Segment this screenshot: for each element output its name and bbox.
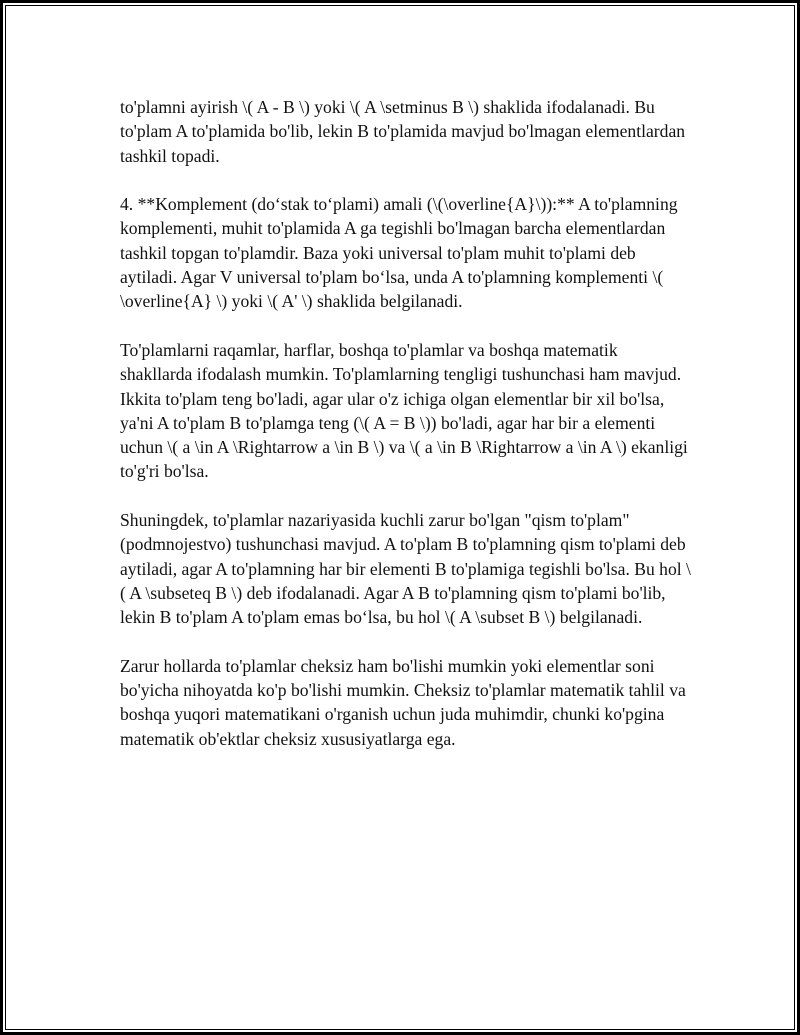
paragraph-set-equality: To'plamlarni raqamlar, harflar, boshqa to'plamlar va boshqa matematik shakllarda ifodalash mumkin. To'plamlarning tengligi tushunchasi ham mavjud. Ikkita to'plam teng bo'ladi, agar ular o'z ichiga olgan elementlar bir xil bo'lsa, ya'ni A to'plam B to'plamga teng (\( A = B \)) bo'ladi, agar har bir a elementi uchun \( a \in A \Rightarrow a \in B \) va \( a \in B \Rightarrow a \in A \) ekanligi to'g'ri bo'lsa. <box>120 339 693 482</box>
document-body <box>120 95 694 775</box>
paragraph-subset: Shuningdek, to'plamlar nazariyasida kuchli zarur bo'lgan "qism to'plam" (podmnojestvo) tushunchasi mavjud. A to'plam B to'plamning qism to'plami deb aytiladi, agar A to'plamning har bir elementi B to'plamiga tegishli bo'lsa. Bu hol \( A \subseteq B \) deb ifodalanadi. Agar A B to'plamning qism to'plami bo'lib, lekin B to'plam A to'plam emas bo‘lsa, bu hol \( A \subset B \) belgilanadi. <box>120 510 691 628</box>
paragraph-infinite-sets: Zarur hollarda to'plamlar cheksiz ham bo'lishi mumkin yoki elementlar soni bo'yicha nihoyatda ko'p bo'lishi mumkin. Cheksiz to'plamlar matematik tahlil va boshqa yuqori matematikani o'rganish uchun juda muhimdir, chunki ko'pgina matematik ob'ektlar cheksiz xususiyatlarga ega. <box>120 655 691 749</box>
paragraph-complement: 4. **Komplement (do‘stak to‘plami) amali (\(\overline{A}\)):** A to'plamning komplementi, muhit to'plamida A ga tegishli bo'lmagan barcha elementlardan tashkil topgan to'plamdir. Baza yoki universal to'plam muhit to'plami deb aytiladi. Agar V universal to'plam bo‘lsa, unda A to'plamning komplementi \( \overline{A} \) yoki \( A' \) shaklida belgilanadi. <box>120 194 682 312</box>
paragraph-set-difference: to'plamni ayirish \( A - B \) yoki \( A \setminus B \) shaklida ifodalanadi. Bu to'plam A to'plamida bo'lib, lekin B to'plamida mavjud bo'lmagan elementlardan tashkil topadi. <box>120 97 690 166</box>
